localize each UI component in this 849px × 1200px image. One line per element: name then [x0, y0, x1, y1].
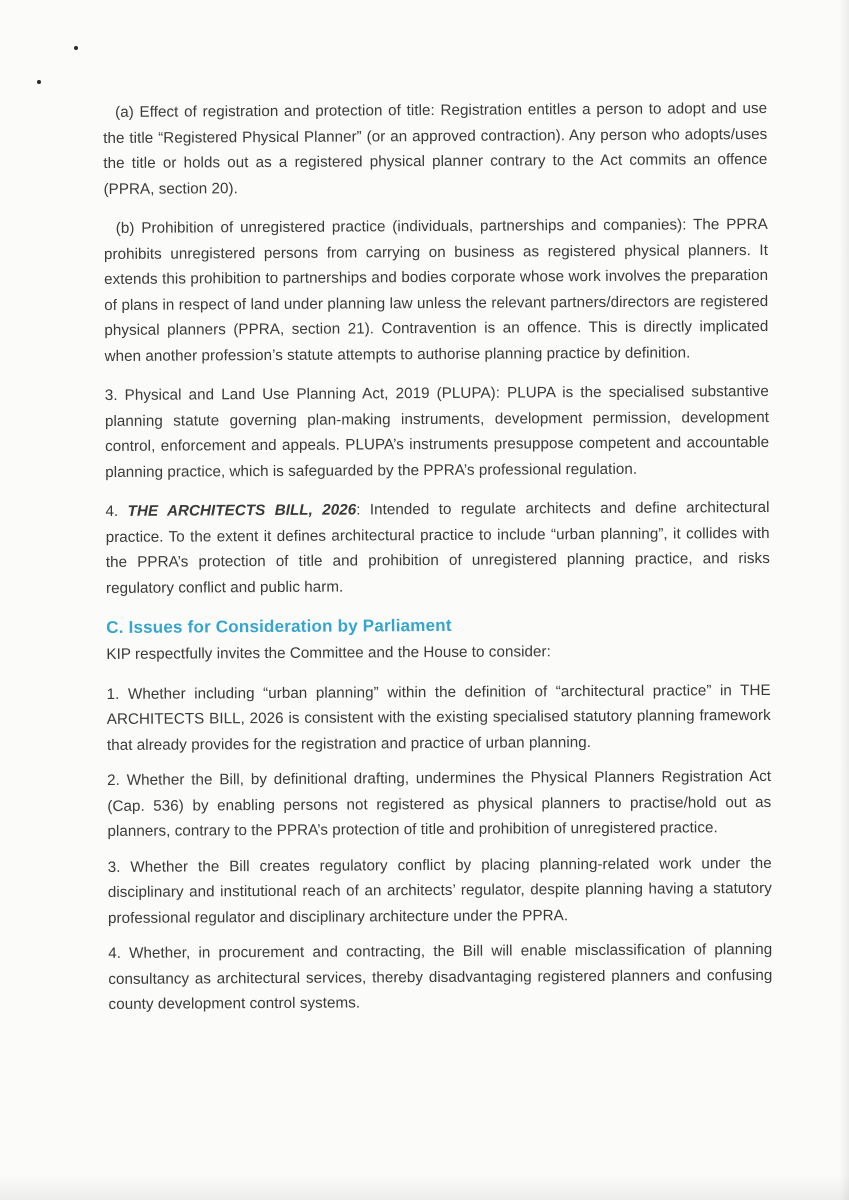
- bill-name: THE ARCHITECTS BILL, 2026: [127, 501, 357, 520]
- paragraph-unregistered-practice: (b) Prohibition of unregistered practice (individuals, partnerships and companies): The PPRA prohibits unregistered persons from carrying on business as registered physical planners. It extends this prohibition to partnerships and bodies corporate whose work involves the preparation of plans in respect of land under planning law unless the relevant partners/directors are registered physical planners (PPRA, section 21). Contravention is an offence. This is directly implicated when another profession’s statute attempts to authorise planning practice by definition.: [103, 215, 769, 365]
- issue-item-1: 1. Whether including “urban planning” within the definition of “architectural practice” in THE ARCHITECTS BILL, 2026 is consistent with the existing specialised statutory planning framework that already provides for the registration and practice of urban planning.: [106, 681, 771, 754]
- section-heading: C. Issues for Consideration by Parliament: [106, 615, 452, 637]
- issues-intro: KIP respectfully invites the Committee and the House to consider:: [106, 643, 551, 663]
- paragraph-text: : Intended to regulate architects and define architectural practice. To the extent it defines architectural practice to include “urban planning”, it collides with the PPRA’s protection of title and prohibition of unregistered planning practice, and risks regulatory conflict and public harm.: [105, 498, 770, 597]
- paragraph-registration-title: (a) Effect of registration and protection of title: Registration entitles a person to adopt and use the title “Registered Physical Planner” (or an approved contraction). Any person who adopts/uses the title or holds out as a registered physical planner contrary to the Act commits an offence (PPRA, section 20).: [103, 99, 768, 198]
- scan-speck: [74, 46, 78, 50]
- issue-item-4: 4. Whether, in procurement and contracting, the Bill will enable misclassification of planning consultancy as architectural services, thereby disadvantaging registered planners and confusing county development control systems.: [108, 940, 773, 1013]
- document-body: [103, 96, 773, 1018]
- paragraph-plupa: 3. Physical and Land Use Planning Act, 2019 (PLUPA): PLUPA is the specialised substantive planning statute governing plan-making instruments, development permission, development control, enforcement and appeals. PLUPA’s instruments presuppose competent and accountable planning practice, which is safeguarded by the PPRA’s professional regulation.: [104, 382, 770, 481]
- scan-edge-shadow: [839, 0, 849, 1200]
- paragraph-architects-bill: [105, 495, 770, 601]
- scan-speck: [37, 80, 41, 84]
- paragraph-number: 4.: [105, 502, 128, 520]
- issue-item-2: 2. Whether the Bill, by definitional drafting, undermines the Physical Planners Registration Act (Cap. 536) by enabling persons not registered as physical planners to practise/hold out as planners, contrary to the PPRA’s protection of title and prohibition of unregistered practice.: [107, 767, 772, 840]
- issue-item-3: 3. Whether the Bill creates regulatory conflict by placing planning-related work under the disciplinary and institutional reach of an architects’ regulator, despite planning having a statutory professional regulator and disciplinary architecture under the PPRA.: [107, 854, 772, 927]
- scan-bottom-shadow: [0, 1174, 849, 1200]
